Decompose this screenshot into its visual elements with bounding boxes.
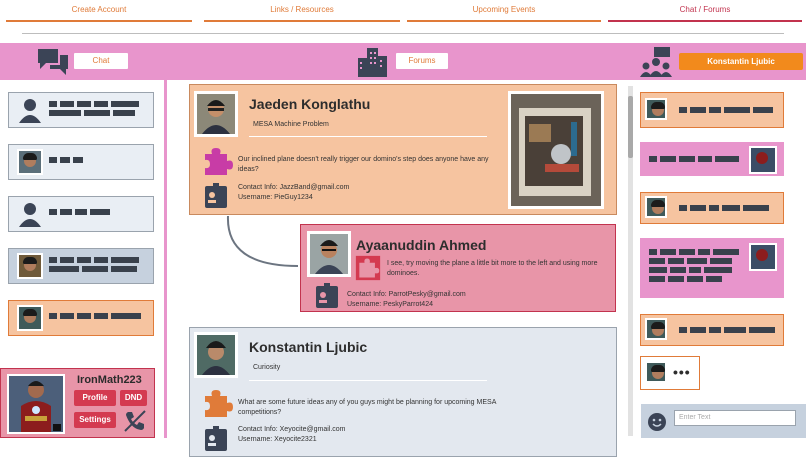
post-subject: MESA Machine Problem [253,121,329,128]
nav-chat-label: Chat / Forums [679,5,731,14]
nav-chat-forums[interactable] [608,0,802,22]
top-nav [0,0,806,26]
ironman-figure-icon [9,376,63,432]
puzzle-icon [202,388,232,418]
typing-dots: ••• [673,364,691,380]
divider [249,136,487,137]
redacted-text [679,327,775,336]
post-message: Our inclined plane doesn't really trigger our domino's step does anyone have any ideas? [238,156,489,173]
post-contact-info: Contact Info: JazzBand@gmail.com [238,184,350,191]
chat-tab[interactable]: Chat [74,53,128,69]
nav-links-label: Links / Resources [270,5,334,14]
avatar [17,253,43,279]
dnd-button[interactable]: DND [120,390,147,406]
divider [22,33,784,34]
redacted-text [49,101,139,119]
nav-events-label: Upcoming Events [472,5,536,14]
chat-input[interactable]: Enter Text [674,410,796,426]
forum-feed [170,80,626,443]
profile-username: IronMath223 [77,374,142,386]
redacted-text [49,313,141,322]
reply-connector [222,214,302,270]
avatar [645,361,667,383]
user-button[interactable]: Konstantin Ljubic [679,53,803,70]
message-bubble[interactable] [640,92,784,128]
forum-post[interactable] [189,327,617,457]
avatar [749,146,777,174]
divider [249,380,487,381]
profile-panel [0,368,155,438]
post-author: Jaeden Konglathu [249,96,371,112]
forum-reply[interactable] [300,224,616,312]
emoji-icon[interactable] [647,412,667,432]
avatar [645,196,667,218]
settings-button[interactable]: Settings [74,412,116,428]
post-contact [347,290,466,310]
chat-item[interactable] [8,92,154,128]
nav-links-resources[interactable] [204,0,400,22]
nav-underline [407,20,601,22]
person-icon [17,201,43,227]
avatar [749,243,777,271]
nav-create-account-label: Create Account [71,5,127,14]
nav-underline [608,20,802,22]
chat-item[interactable] [8,196,154,232]
post-avatar [194,332,238,378]
avatar [17,149,43,175]
post-contact [238,183,349,203]
nav-upcoming-events[interactable] [407,0,601,22]
person-icon [17,97,43,123]
redacted-text [49,257,139,275]
redacted-text [649,156,739,165]
avatar [645,98,667,120]
redacted-text [679,205,769,214]
post-contact-info: Contact Info: ParrotPesky@gmail.com [347,291,466,298]
contact-card-icon [315,283,339,309]
forums-tab[interactable]: Forums [396,53,448,69]
post-subject: Curiosity [253,364,281,371]
redacted-text [49,157,83,166]
post-message: I see, try moving the plane a little bit more to the left and using more dominoes. [387,260,598,277]
nav-underline [6,20,192,22]
post-username: Username: PeskyParrot424 [347,301,433,308]
phone-off-icon[interactable] [123,409,147,433]
post-image[interactable] [508,91,604,209]
redacted-text [679,107,773,116]
profile-avatar [7,374,65,434]
post-username: Username: Xeyocite2321 [238,436,317,443]
message-bubble[interactable] [640,142,784,176]
post-author: Ayaanuddin Ahmed [356,237,487,253]
post-contact [238,425,346,445]
nav-underline [204,20,400,22]
buildings-icon [356,46,388,78]
feed-scroll-thumb[interactable] [628,96,633,158]
redacted-text [49,209,110,218]
typing-indicator [640,356,700,390]
message-bubble[interactable] [640,314,784,346]
contact-card-icon [204,426,228,452]
machine-photo-icon [511,94,601,206]
message-bubble[interactable] [640,192,784,224]
contact-card-icon [204,183,228,209]
message-bubble[interactable] [640,238,784,298]
post-contact-info: Contact Info: Xeyocite@gmail.com [238,426,346,433]
group-icon [640,46,672,78]
post-message: What are some future ideas any of you guys might be planning for upcoming MESA competitions? [238,399,496,416]
post-avatar [194,91,238,137]
post-username: Username: PieGuy1234 [238,194,313,201]
chat-item[interactable] [8,300,154,336]
post-author: Konstantin Ljubic [249,339,368,355]
chat-item[interactable] [8,248,154,284]
chat-bubbles-icon [36,47,70,77]
avatar [17,305,43,331]
post-avatar [307,231,351,277]
avatar [645,318,667,340]
nav-create-account[interactable] [6,0,192,22]
puzzle-icon [202,146,232,176]
profile-button[interactable]: Profile [74,390,116,406]
redacted-text [649,249,739,285]
puzzle-reply-icon [355,255,381,281]
forum-post[interactable] [189,84,617,215]
message-column [636,80,806,438]
chat-item[interactable] [8,144,154,180]
